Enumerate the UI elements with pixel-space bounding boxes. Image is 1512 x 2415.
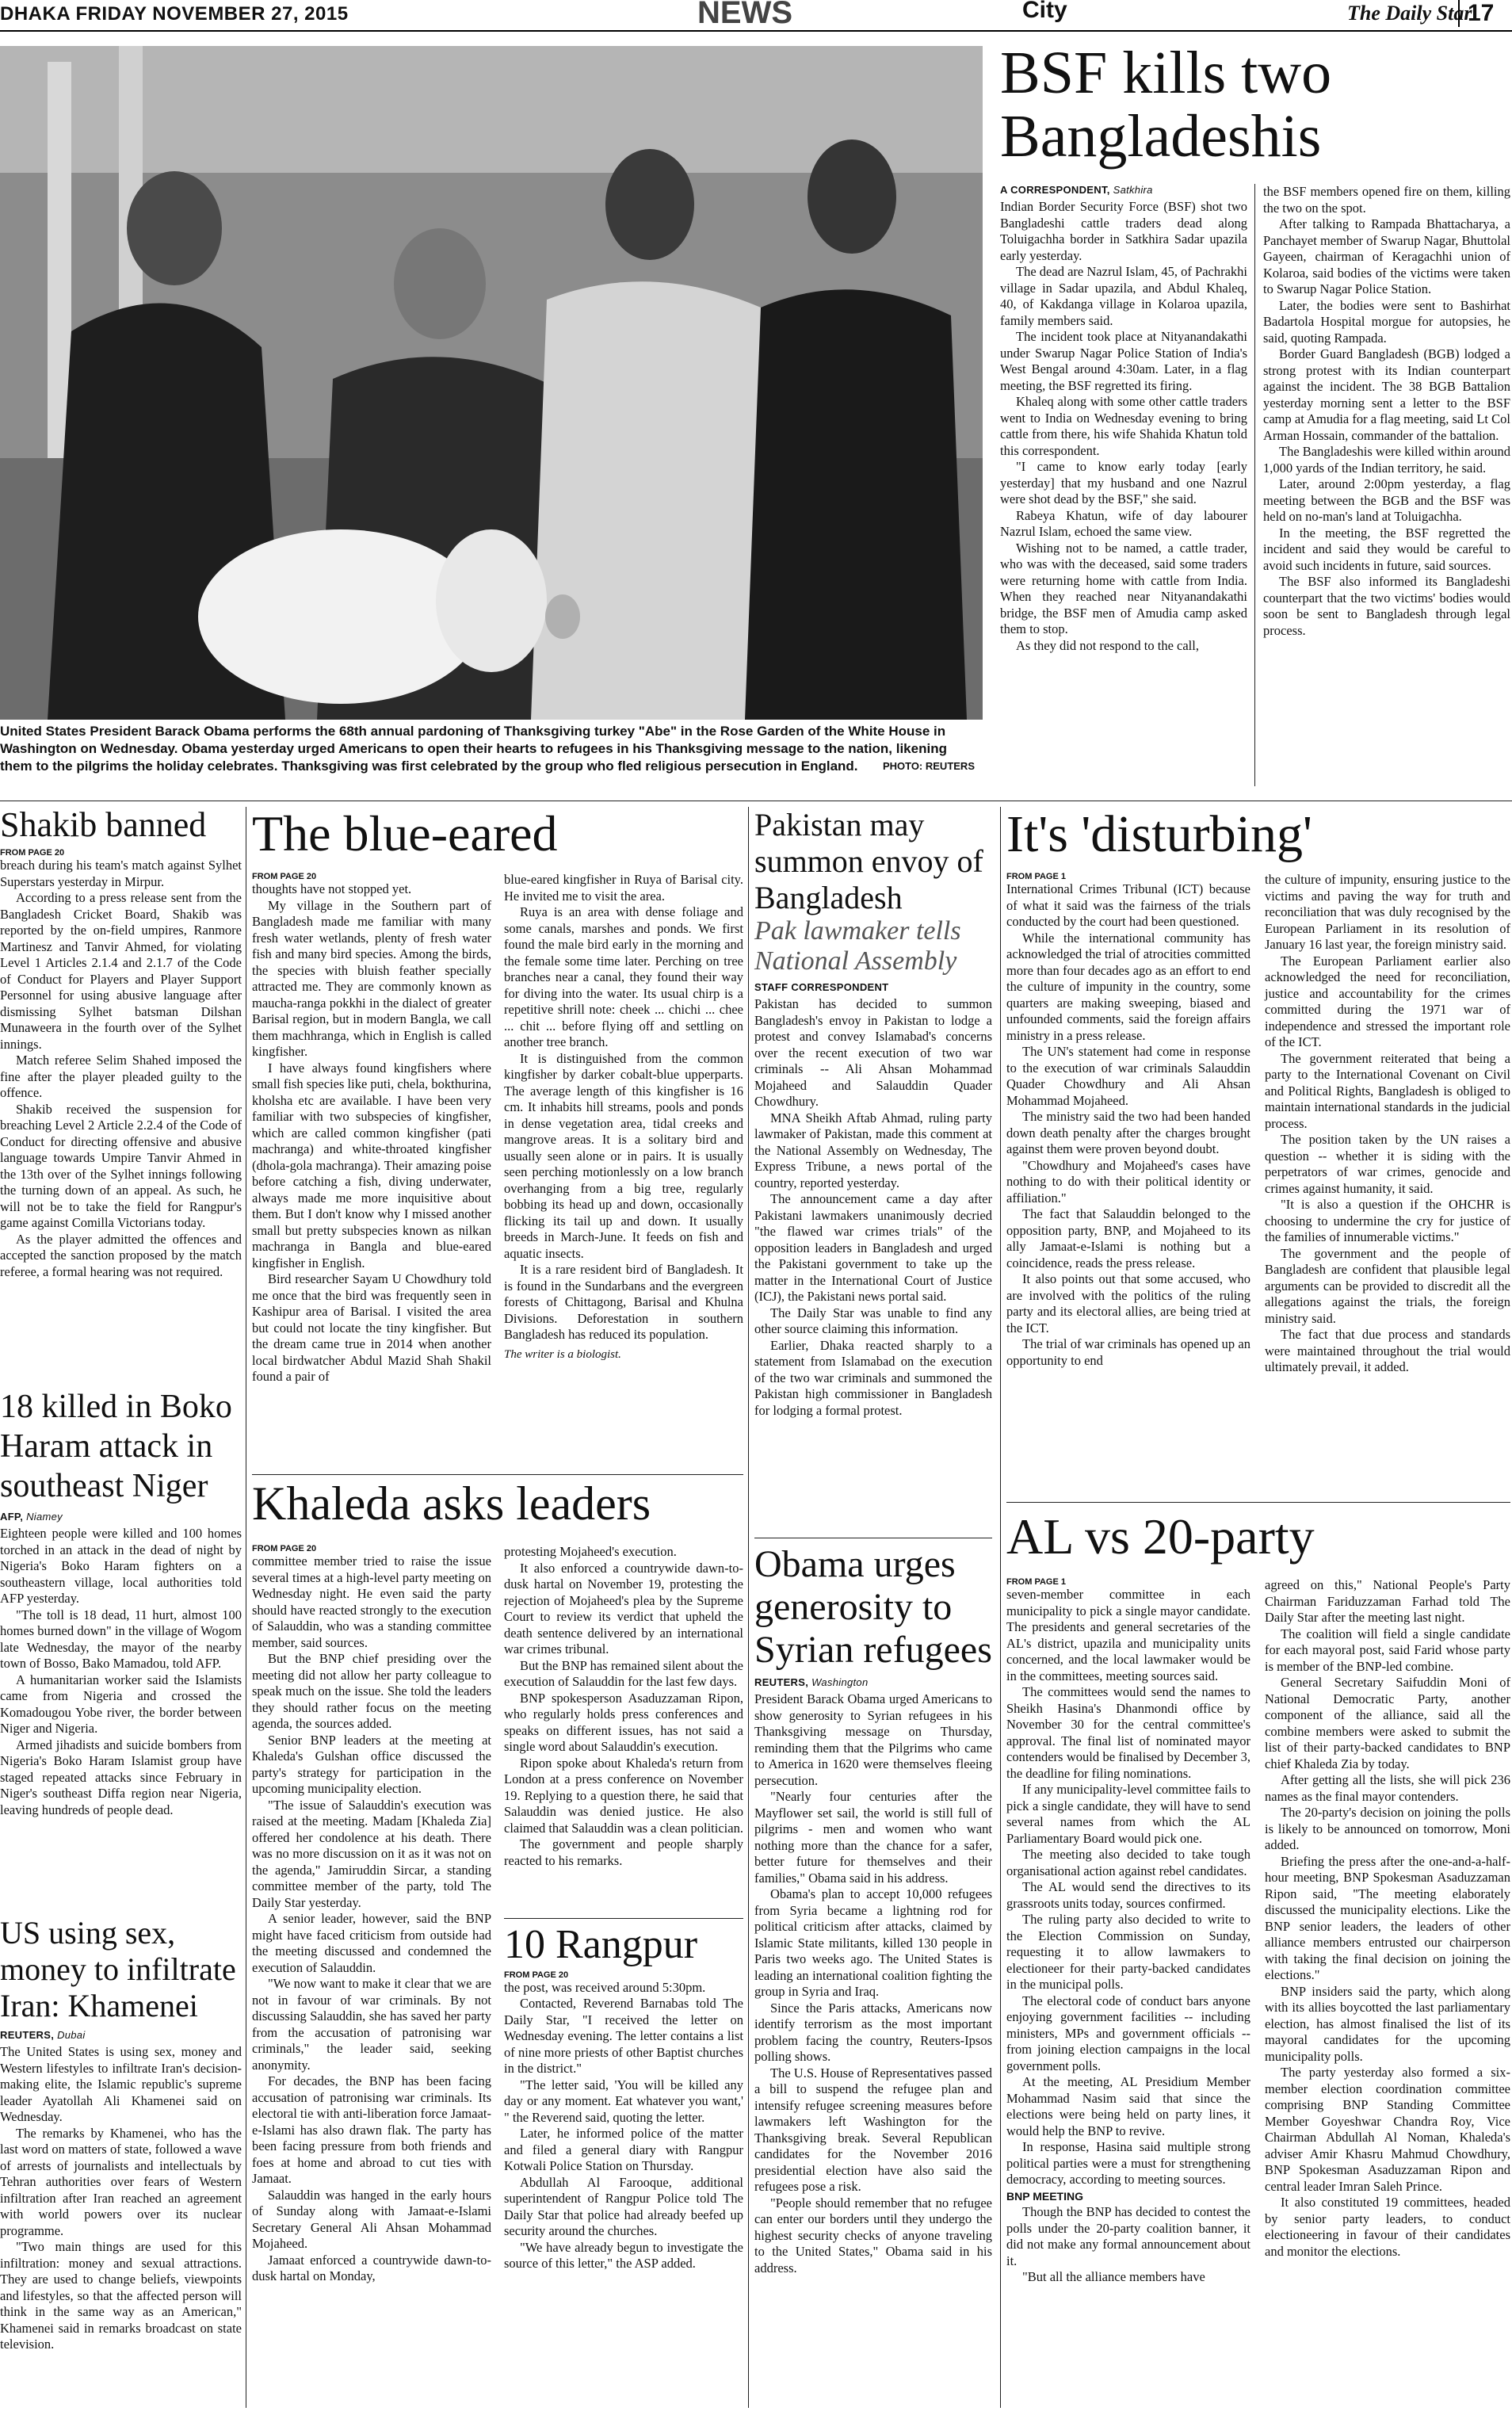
column-rule (1254, 184, 1255, 786)
paragraph: Obama's plan to accept 10,000 refugees from Syria became a lightning rod for political criticism after attacks, claimed by Islamic State militants, killed 130 people in Paris two weeks ago. The United States is leading an international coalition fighting the group in Syria and Iraq. (754, 1886, 992, 1999)
paragraph: BNP insiders said the party, which along with its allies boycotted the last parliamentary election, has almost finalised the list of its mayoral candidates for the upcoming municipality polls. (1265, 1983, 1510, 2064)
paragraph: Senior BNP leaders at the meeting at Khaleda's Gulshan office discussed the party's strategy for participation in the upcoming municipality election. (252, 1732, 491, 1796)
al-col1 (1006, 1577, 1250, 2286)
rangpur-body (504, 1980, 743, 2272)
pakistan-body (754, 996, 992, 1419)
disturbing-from: FROM PAGE 1 (1006, 872, 1066, 881)
paragraph: Indian Border Security Force (BSF) shot two Bangladeshi cattle traders dead along Toluigachha border in Satkhira Sadar upazila early yesterday. (1000, 199, 1247, 263)
boko-headline: 18 killed in Boko Haram attack in southeast Niger (0, 1389, 232, 1504)
paragraph: Shakib received the suspension for breaching Level 2 Article 2.2.4 of the Code of Conduct for directing offensive and abusive language towards Umpire Tanvir Ahmed in the 13th over of the Sylhet innings following the turning down of an appeal. As such, he will not be to take the field for Rangpur's game against Comilla Victorians today. (0, 1101, 242, 1231)
pakistan-story (754, 807, 992, 1419)
obama-byline (754, 1676, 992, 1688)
iran-byline (0, 2029, 242, 2041)
paragraph: Ruya is an area with dense foliage and some canals, marshes and ponds. We first found the male bird early in the morning and the female some time later. Perching on tree branches near a canal, they found their way for diving into the water. Its usual chirp is a repetitive shrill note: cheek ... chichi ... chee ... chit ... before flying off and settling on another tree branch. (504, 904, 743, 1049)
paragraph: The ministry said the two had been handed down death penalty after the charges brought against them were proven beyond doubt. (1006, 1109, 1250, 1156)
paragraph: A senior leader, however, said the BNP might have faced criticism from outside had the meeting discussed and condemned the execution of Salauddin. (252, 1911, 491, 1975)
paragraph: committee member tried to raise the issue several times at a high-level party meeting on Wednesday night. He even said the party should have reacted strongly to the execution of Salauddin, who was a standing committee member, said sources. (252, 1553, 491, 1650)
kingfisher-from: FROM PAGE 20 (252, 872, 317, 881)
paragraph: "Nearly four centuries after the Mayflower set sail, the world is still full of pilgrims - men and women who want nothing more than the chance for a safer, better future for themselves and their families," Obama said in his address. (754, 1789, 992, 1886)
paragraph: The electoral code of conduct bars anyone enjoying government facilities -- including ministers, MPs and government officials -- from joining election campaigns in the local government polls. (1006, 1993, 1250, 2073)
paragraph: "Chowdhury and Mojaheed's cases have nothing to do with their political identity or affiliation." (1006, 1157, 1250, 1206)
byline-place: Washington (811, 1676, 869, 1688)
paragraph: "I came to know early today [early yesterday] that my husband and one Nazrul were shot dead by the BSF," she said. (1000, 459, 1247, 506)
paragraph: Pakistan has decided to summon Bangladesh's envoy in Pakistan to lodge a protest and convey Islamabad's concerns over the recent execution of two war criminals -- Ali Ahsan Mohammad Mojaheed and Salauddin Quader Chowdhury. (754, 996, 992, 1109)
bsf-col2 (1263, 184, 1510, 639)
pakistan-headline: Pakistan may summon envoy of Bangladesh (754, 807, 983, 915)
paragraph: Khaleq along with some other cattle traders went to India on Wednesday evening to bring cattle from there, his wife Shahida Khatun told this correspondent. (1000, 394, 1247, 458)
bsf-headline (1000, 41, 1512, 168)
newspaper-logo: The Daily Star (1347, 2, 1472, 25)
khaleda-col1 (252, 1544, 491, 2285)
paragraph: The UN's statement had come in response to the execution of war criminals Salauddin Quader Chowdhury and Ali Ahsan Mohammad Mojaheed. (1006, 1044, 1250, 1108)
paragraph: Later, he informed police of the matter and filed a general diary with Rangpur Kotwali Police Station on Thursday. (504, 2126, 743, 2174)
paragraph: Briefing the press after the one-and-a-half-hour meeting, BNP Spokesman Asaduzzaman Ripon said, "The meeting elaborately discussed the municipality elections. Like the BNP senior leaders, the leaders of other alliance members entrusted our chairperson with taking the final decision on joining the elections." (1265, 1853, 1510, 1982)
iran-headline: US using sex, money to infiltrate Iran: Khamenei (0, 1915, 236, 2023)
photo-caption (0, 723, 983, 775)
paragraph: The U.S. House of Representatives passed a bill to suspend the refugee plan and intensify refugee screening measures before lawmakers left Washington for the Thanksgiving break. Several Republican candidates for the November 2016 presidential election have also said the refugees pose a risk. (754, 2065, 992, 2194)
paragraph: The Bangladeshis were killed within around 1,000 yards of the Indian territory, he said. (1263, 444, 1510, 476)
caption-text: United States President Barack Obama performs the 68th annual pardoning of Thanksgiving turkey "Abe" in the Rose Garden of the White House in Washington on Wednesday. Obama yesterday urged Americans to open their hearts to refugees in his Thanksgiving message to the nation, likening them to the pilgrims the holiday celebrates. Thanksgiving was first celebrated by the group who fled religious persecution in England. (0, 724, 947, 774)
paragraph: While the international community has acknowledged the trial of atrocities committed more than four decades ago as an effort to end the culture of impunity in the country, some quarters are making sweeping, biased and unfounded comments, said the foreign affairs ministry in a press release. (1006, 930, 1250, 1043)
paragraph: International Crimes Tribunal (ICT) because of what it said was the fairness of the trials conducted by the court had been questioned. (1006, 881, 1250, 929)
boko-body (0, 1526, 242, 1818)
kingfisher-col2-body (504, 872, 743, 1343)
paragraph: Wishing not to be named, a cattle trader, who was with the deceased, said some traders were returning home with cattle from India. When they reached near Nityanandakathi bridge, the BSF men of Amudia camp asked them to stop. (1000, 540, 1247, 636)
paragraph: Later, the bodies were sent to Bashirhat Badartola Hospital morgue for autopsies, he said, quoting Rampada. (1263, 297, 1510, 346)
bsf-headline-line1: BSF kills two (1000, 40, 1332, 106)
paragraph: The meeting also decided to take tough organisational action against rebel candidates. (1006, 1847, 1250, 1878)
paragraph: In the meeting, the BSF regretted the incident and said they would be careful to avoid such incidents in future, said sources. (1263, 525, 1510, 573)
paragraph: protesting Mojaheed's execution. (504, 1544, 677, 1559)
paragraph: the BSF members opened fire on them, killing the two on the spot. (1263, 184, 1510, 216)
paragraph: The European Parliament earlier also acknowledged the need for reconciliation, justice and accountability for the crimes committed during the 1971 war of independence and stressed the important role of the ICT. (1265, 953, 1510, 1049)
khaleda-story (252, 1479, 743, 1529)
paragraph: thoughts have not stopped yet. (252, 881, 412, 896)
paragraph: The dead are Nazrul Islam, 45, of Pachrakhi village in Sadar upazila, and Abdul Khaleq, 40, of Kakdanga village in Kolaroa upazila, family members said. (1000, 264, 1247, 328)
kingfisher-story (252, 807, 743, 860)
paragraph: The United States is using sex, money and Western lifestyles to infiltrate Iran's decision-making elite, the Islamic republic's supreme leader Ayatollah Ali Khamenei said on Wednesday. (0, 2044, 242, 2124)
rangpur-headline: 10 Rangpur (504, 1922, 698, 1967)
rangpur-from: FROM PAGE 20 (504, 1970, 569, 1980)
masthead (0, 0, 1512, 32)
kingfisher-col2 (504, 872, 743, 1362)
disturbing-col1 (1006, 872, 1250, 1369)
paragraph: The fact that due process and standards were maintained throughout the trial would ultimately prevail, it added. (1265, 1327, 1510, 1374)
paragraph: Jamaat enforced a countrywide dawn-to-dusk hartal on Monday, (252, 2252, 491, 2283)
paragraph: Though the BNP has decided to contest the polls under the 20-party coalition banner, it did not make any formal announcement about it. (1006, 2204, 1250, 2268)
byline-text: AFP, (0, 1511, 24, 1523)
al-col2 (1265, 1577, 1510, 2260)
kingfisher-headline: The blue-eared (252, 805, 558, 862)
kingfisher-col1-body (252, 881, 491, 1385)
paragraph: After talking to Rampada Bhattacharya, a Panchayet member of Swarup Nagar, Bhuttolal Gayeen, chairman of Keragachhi union of Kolaroa, said bodies of the victims were taken to Swarup Nagar Police Station. (1263, 216, 1510, 296)
paragraph: agreed on this," National People's Party Chairman Fariduzzaman Farhad told The Daily Star after the meeting last night. (1265, 1577, 1510, 1625)
shakib-from: FROM PAGE 20 (0, 848, 65, 858)
byline-text: A CORRESPONDENT, (1000, 184, 1110, 196)
paragraph: Contacted, Reverend Barnabas told The Daily Star, "I received the letter on Wednesday evening. The letter contains a list of nine more priests of other Baptist churches in the district." (504, 1996, 743, 2077)
paragraph: breach during his team's match against Sylhet Superstars yesterday in Mirpur. (0, 858, 242, 889)
paragraph: The committees would send the names to Sheikh Hasina's Dhanmondi office by November 30 for the central committee's approval. The final list of nominated mayor contenders would be finalised by December 3, the deadline for filing nominations. (1006, 1684, 1250, 1781)
paragraph: The government and the people of Bangladesh are confident that plausible legal arguments can be provided to discredit all the allegations against the trials, the foreign ministry said. (1265, 1245, 1510, 1326)
paragraph: The ruling party also decided to write to the Election Commission on Sunday, requesting it to allow lawmakers to electioneer for their party-backed candidates in the municipal polls. (1006, 1912, 1250, 1992)
paragraph: The coalition will field a single candidate for each mayoral post, said Farid whose party is member of the BNP-led combine. (1265, 1626, 1510, 1674)
paragraph: It is a rare resident bird of Bangladesh. It is found in the Sundarbans and the evergreen forests of Chittagong, Barisal and Khulna Divisions. Deforestation in southern Bangladesh has reduced its population. (504, 1262, 743, 1342)
paragraph: "Two main things are used for this infiltration: money and sexual attractions. They are used to change beliefs, viewpoints and lifestyles, so that the affected person will think in the same way as an American," Khamenei said in remarks broadcast on state television. (0, 2239, 242, 2352)
paragraph: As they did not respond to the call, (1016, 637, 1199, 653)
paragraph: Later, around 2:00pm yesterday, a flag meeting between the BGB and the BSF was held on no-man's land at Toluigachha. (1263, 476, 1510, 524)
paragraph: Rabeya Khatun, wife of day labourer Nazrul Islam, echoed the same view. (1000, 507, 1247, 539)
byline-place: Niamey (26, 1511, 63, 1523)
paragraph: If any municipality-level committee fails to pick a single candidate, they will have to send several names from which the AL Parliamentary Board would pick one. (1006, 1782, 1250, 1846)
boko-byline (0, 1511, 242, 1523)
paragraph: According to a press release sent from the Bangladesh Cricket Board, Shakib was reported by the on-field umpires, Ranmore Martinesz and Tanvir Ahmed, for violating Level 1 Articles 2.1.4 and 2.1.7 of the Code of Conduct for Players and Player Support Personnel for using abusive language after dismissing Sylhet batsman Dilshan Munaweera in the fourth over of the Sylhet innings. (0, 890, 242, 1052)
paragraph: I have always found kingfishers where small fish species like puti, chela, bokthurina, kholsha etc are available. I have been very familiar with two subspecies of kingfisher, which are called common kingfisher (pati machranga) and white-throated kingfisher (dhola-gola machranga). Their amazing poise before catching a fish, diving underwater, always made me more inquisitive about them. But I don't know why I missed another small but pretty subspecies known as nilkan machranga in Bangla and blue-eared kingfisher in English. (252, 1060, 491, 1271)
byline-text: REUTERS, (754, 1676, 809, 1688)
paragraph: It also constituted 19 committees, headed by senior party leaders, to conduct electioneering in favour of their candidates and monitor the elections. (1265, 2195, 1510, 2259)
paragraph: The Daily Star was unable to find any other source claiming this information. (754, 1305, 992, 1336)
paragraph: seven-member committee in each municipality to pick a single mayor candidate. The presidents and general secretaries of the AL's district, upazila and municipality units concerned, and the local lawmaker would be in the committees, meeting sources said. (1006, 1587, 1250, 1683)
photo-illustration (0, 46, 983, 720)
column-rule (748, 807, 749, 2408)
section-label: NEWS (697, 0, 792, 30)
disturbing-col1-body (1006, 881, 1250, 1369)
paragraph: "The toll is 18 dead, 11 hurt, almost 100 homes burned down" in the village of Wogom late Wednesday, the mayor of the nearby town of Bosso, Bako Mamadou, told AFP. (0, 1607, 242, 1671)
iran-body (0, 2044, 242, 2353)
paragraph: Eighteen people were killed and 100 homes torched in an attack in the dead of night by Nigeria's Boko Haram fighters on a southeastern village, local authorities told AFP yesterday. (0, 1526, 242, 1606)
paragraph: Match referee Selim Shahed imposed the fine after the player pleaded guilty to the offence. (0, 1053, 242, 1101)
bsf-story (1000, 41, 1512, 168)
paragraph: Salauddin was hanged in the early hours of Sunday along with Jamaat-e-Islami Secretary General Ali Ahsan Mohammad Mojaheed. (252, 2187, 491, 2251)
paragraph: Since the Paris attacks, Americans now identify terrorism as the most important problem facing the country, Reuters-Ipsos polling shows. (754, 2000, 992, 2064)
disturbing-headline: It's 'disturbing' (1006, 805, 1312, 863)
paragraph: BNP MEETING (1006, 2189, 1083, 2203)
paragraph: But the BNP has remained silent about the execution of Salauddin for the last few days. (504, 1657, 743, 1689)
al-headline: AL vs 20-party (1006, 1508, 1315, 1565)
paragraph: MNA Sheikh Aftab Ahmad, ruling party lawmaker of Pakistan, made this comment at the National Assembly on Wednesday, The Express Tribune, a news portal of the country, reported yesterday. (754, 1110, 992, 1190)
al-from: FROM PAGE 1 (1006, 1577, 1066, 1587)
paragraph: Abdullah Al Farooque, additional superintendent of Rangpur Police told The Daily Star that police had already beefed up security around the churches. (504, 2174, 743, 2239)
byline-place: Satkhira (1113, 184, 1153, 196)
paragraph: As the player admitted the offences and accepted the sanction proposed by the match referee, a formal hearing was not required. (0, 1231, 242, 1279)
paragraph: But the BNP chief presiding over the meeting did not allow her party colleague to speak much on the issue. She told the leaders they should rather focus on the meeting agenda, the sources added. (252, 1651, 491, 1731)
obama-story (754, 1538, 992, 2276)
paragraph: the post, was received around 5:30pm. (504, 1979, 706, 1995)
paragraph: Earlier, Dhaka reacted sharply to a statement from Islamabad on the execution of the two war criminals and summoned the Pakistan high commissioner in Bangladesh for lodging a formal protest. (754, 1337, 992, 1418)
paragraph: The government and people sharply reacted to his remarks. (504, 1836, 743, 1868)
page-number: 17 (1458, 0, 1494, 27)
paragraph: The position taken by the UN raises a question -- whether it is siding with the perpetrators of war crimes, genocide and crimes against humanity, it said. (1265, 1132, 1510, 1196)
paragraph: The government reiterated that being a party to the International Covenant on Civil and Political Rights, Bangladesh is obliged to maintain international standards in the judicial process. (1265, 1050, 1510, 1131)
khaleda-from: FROM PAGE 20 (252, 1544, 317, 1553)
bsf-col1 (1000, 184, 1247, 654)
paragraph: My village in the Southern part of Bangladesh made me familiar with many fresh water wetlands, plenty of fresh water fish and many bird species. Among the birds, the species with bluish feather specially attracted me. They are commonly known as maucha-ranga pokkhi in the dialect of greater Barisal region, but in modern Bangla, we call them machhranga, which in English is called kingfisher. (252, 897, 491, 1059)
paragraph: "The letter said, 'You will be killed any day or any moment. Eat whatever you want,' " the Reverend said, quoting the letter. (504, 2077, 743, 2125)
paragraph: Bird researcher Sayam U Chowdhury told me once that the bird was frequently seen in Kashipur area of Barisal. I visited the area but could not locate the tiny kingfisher. But the dream came true in 2014 when another local birdwatcher Abdul Mazid Shah Shakil found a pair of (252, 1271, 491, 1384)
khaleda-col2-body (504, 1544, 743, 1869)
byline-place: Dubai (57, 2029, 86, 2041)
disturbing-col2 (1265, 872, 1510, 1376)
column-rule (1000, 807, 1001, 2408)
paragraph: At the meeting, AL Presidium Member Mohammad Nasim said that since the elections were being held on party lines, it would help the BNP to revive. (1006, 2074, 1250, 2138)
pakistan-subhead: Pak lawmaker tells National Assembly (754, 916, 961, 976)
paragraph: After getting all the lists, she will pick 236 names as the final mayor contenders. (1265, 1772, 1510, 1804)
section-divider (252, 1474, 743, 1475)
al-col2-body (1265, 1577, 1510, 2260)
rangpur-story (504, 1918, 743, 2272)
paragraph: The party yesterday also formed a six-member election coordination committee comprising BNP Standing Committee Member Goyeshwar Chandra Roy, Vice Chairman Abdullah Al Noman, Khaleda's adviser Amir Khasru Mahmud Chowdhury, BNP Spokesman Asaduzzaman Ripon and central leader Imran Saleh Prince. (1265, 2065, 1510, 2194)
section-divider (1006, 1502, 1510, 1503)
khaleda-headline: Khaleda asks leaders (252, 1477, 651, 1530)
paragraph: the culture of impunity, ensuring justice to the victims and paving the way for truth and reconciliation that was duly recognised by the European Parliament in its resolution of January 16 last year, the foreign ministry said. (1265, 872, 1510, 952)
paragraph: "People should remember that no refugee can enter our borders until they undergo the highest security checks of anyone traveling to the United States," Obama said in his address. (754, 2195, 992, 2276)
bsf-col1-body (1000, 199, 1247, 654)
paragraph: The 20-party's decision on joining the polls is likely to be announced on tomorrow, Moni added. (1265, 1805, 1510, 1852)
paragraph: Armed jihadists and suicide bombers from Nigeria's Boko Haram Islamist group have staged repeated attacks since February in Niger's southeast Diffa region near Nigeria, leaving hundreds of people dead. (0, 1737, 242, 1817)
paragraph: The fact that Salauddin belonged to the opposition party, BNP, and Mojaheed to its ally Jamaat-e-Islami is nothing but a coincidence, reads the press release. (1006, 1206, 1250, 1271)
paragraph: The announcement came a day after Pakistani lawmakers unanimously decried "the flawed war crimes trials" of the opposition leaders in Bangladesh and urged the Pakistani government to take up the matter in the International Court of Justice (ICJ), the Pakistani news portal said. (754, 1191, 992, 1304)
disturbing-story (1006, 807, 1510, 862)
paragraph: It also enforced a countrywide dawn-to-dusk hartal on November 19, protesting the rejection of Mojaheed's plea by the Supreme Court to review its verdict that upheld the death sentence delivered by an international war crimes tribunal. (504, 1560, 743, 1656)
paragraph: The AL would send the directives to its grassroots units today, sources confirmed. (1006, 1879, 1250, 1911)
paragraph: BNP spokesperson Asaduzzaman Ripon, who regularly holds press conferences and speaks on different issues, has not said a single word about Salauddin's execution. (504, 1690, 743, 1754)
shakib-body (0, 858, 242, 1280)
bsf-headline-line2: Bangladeshis (1000, 103, 1322, 170)
paragraph: The BSF also informed its Bangladeshi counterpart that the two victims' bodies would soon be sent to Bangladesh through legal process. (1263, 574, 1510, 638)
dateline: DHAKA FRIDAY NOVEMBER 27, 2015 (0, 3, 349, 25)
obama-headline: Obama urges generosity to Syrian refugees (754, 1543, 992, 1671)
paragraph: A humanitarian worker said the Islamists came from Nigeria and crossed the Komadougou Yobe river, the border between Niger and Nigeria. (0, 1672, 242, 1736)
paragraph: The incident took place at Nityanandakathi under Swarup Nagar Police Station of India's West Bengal around 4:30am. Later, in a flag meeting, the BSF regretted its firing. (1000, 329, 1247, 393)
bsf-byline (1000, 184, 1247, 196)
paragraph: For decades, the BNP has been facing accusation of patronising war criminals. Its electoral tie with anti-liberation force Jamaat-e-Islami has also drawn flak. The party has been facing pressure from both friends and foes at home and abroad to cut ties with Jamaat. (252, 2073, 491, 2186)
paragraph: President Barack Obama urged Americans to show generosity to Syrian refugees in his Thanksgiving message on Thursday, reminding them that the Pilgrims who came to America in 1620 were themselves fleeing persecution. (754, 1691, 992, 1788)
paragraph: Border Guard Bangladesh (BGB) lodged a strong protest with its Indian counterpart against the incident. The 38 BGB Battalion yesterday morning sent a letter to the BSF camp at Amudia for a flag meeting, said Lt Col Arman Hossain, commander of the battalion. (1263, 346, 1510, 443)
paragraph: It is distinguished from the common kingfisher by darker cobalt-blue upperparts. The average length of this kingfisher is 16 cm. It inhabits hill streams, pools and ponds in dense vegetation area, tidal creeks and mangrove areas. It is a solitary bird and usually seen alone or in pairs. It is usually seen perching motionlessly on a low branch overhanging from a big tree, regularly bobbing its head up and down, occasionally flicking its tail up and down. It usually breeds in March-June. It feeds on fish and aquatic insects. (504, 1050, 743, 1261)
iran-story (0, 1915, 242, 2353)
khaleda-col2 (504, 1544, 743, 1869)
kingfisher-col1 (252, 872, 491, 1385)
shakib-story (0, 807, 242, 1280)
paragraph: The remarks by Khamenei, who has the last word on matters of state, followed a wave of arrests of journalists and intellectuals by Tehran authorities over fears of Western infiltration after Iran reached an agreement with world powers over its nuclear programme. (0, 2125, 242, 2238)
paragraph: "We have already begun to investigate the source of this letter," the ASP added. (504, 2239, 743, 2272)
pakistan-byline: STAFF CORRESPONDENT (754, 981, 889, 993)
paragraph: It also points out that some accused, who are involved with the politics of the ruling party and its electoral allies, are being tried at the ICT. (1006, 1271, 1250, 1336)
paragraph: "We now want to make it clear that we are not in favour of war criminals. By not discussing Salauddin, she has saved her party from the accusation of patronising war criminals," the leader said, seeking anonymity. (252, 1976, 491, 2073)
paragraph: Ripon spoke about Khaleda's return from London at a press conference on November 19. Replying to a question there, he said that Salauddin was denied justice. He also claimed that Salauddin was a clean politician. (504, 1755, 743, 1836)
paragraph: The trial of war criminals has opened up an opportunity to end (1006, 1336, 1250, 1368)
news-photo (0, 46, 983, 720)
paragraph: "The issue of Salauddin's execution was raised at the meeting. Madam [Khaleda Zia] offered her condolence at his death. There was no more discussion on it as it was not on the agenda," Jamiruddin Sircar, a standing committee member of the party, told The Daily Star yesterday. (252, 1797, 491, 1910)
paragraph: "It is also a question if the OHCHR is choosing to undermine the cry for justice of the families of innumerable victims." (1265, 1197, 1510, 1244)
al-col1-body (1006, 1587, 1250, 2286)
byline-text: REUTERS, (0, 2029, 55, 2041)
paragraph: "But all the alliance members have (1022, 2269, 1205, 2284)
paragraph: blue-eared kingfisher in Ruya of Barisal city. He invited me to visit the area. (504, 872, 743, 904)
obama-body (754, 1691, 992, 2276)
disturbing-col2-body (1265, 872, 1510, 1376)
shakib-headline: Shakib banned (0, 805, 207, 844)
al-story (1006, 1510, 1510, 1563)
photo-credit: PHOTO: REUTERS (882, 760, 975, 772)
khaleda-col1-body (252, 1553, 491, 2285)
paragraph: General Secretary Saifuddin Moni of National Democratic Party, another component of the alliance, said all the combine members were asked to submit the list of their party-backed candidates to BNP chief Khaleda Zia by today. (1265, 1675, 1510, 1771)
subsection-label: City (1022, 0, 1067, 23)
kingfisher-writer: The writer is a biologist. (504, 1347, 621, 1361)
bsf-col2-body (1263, 184, 1510, 639)
boko-story (0, 1387, 242, 1818)
paragraph: In response, Hasina said multiple strong political parties were a must for strengthening democracy, according to meeting sources. (1006, 2139, 1250, 2187)
